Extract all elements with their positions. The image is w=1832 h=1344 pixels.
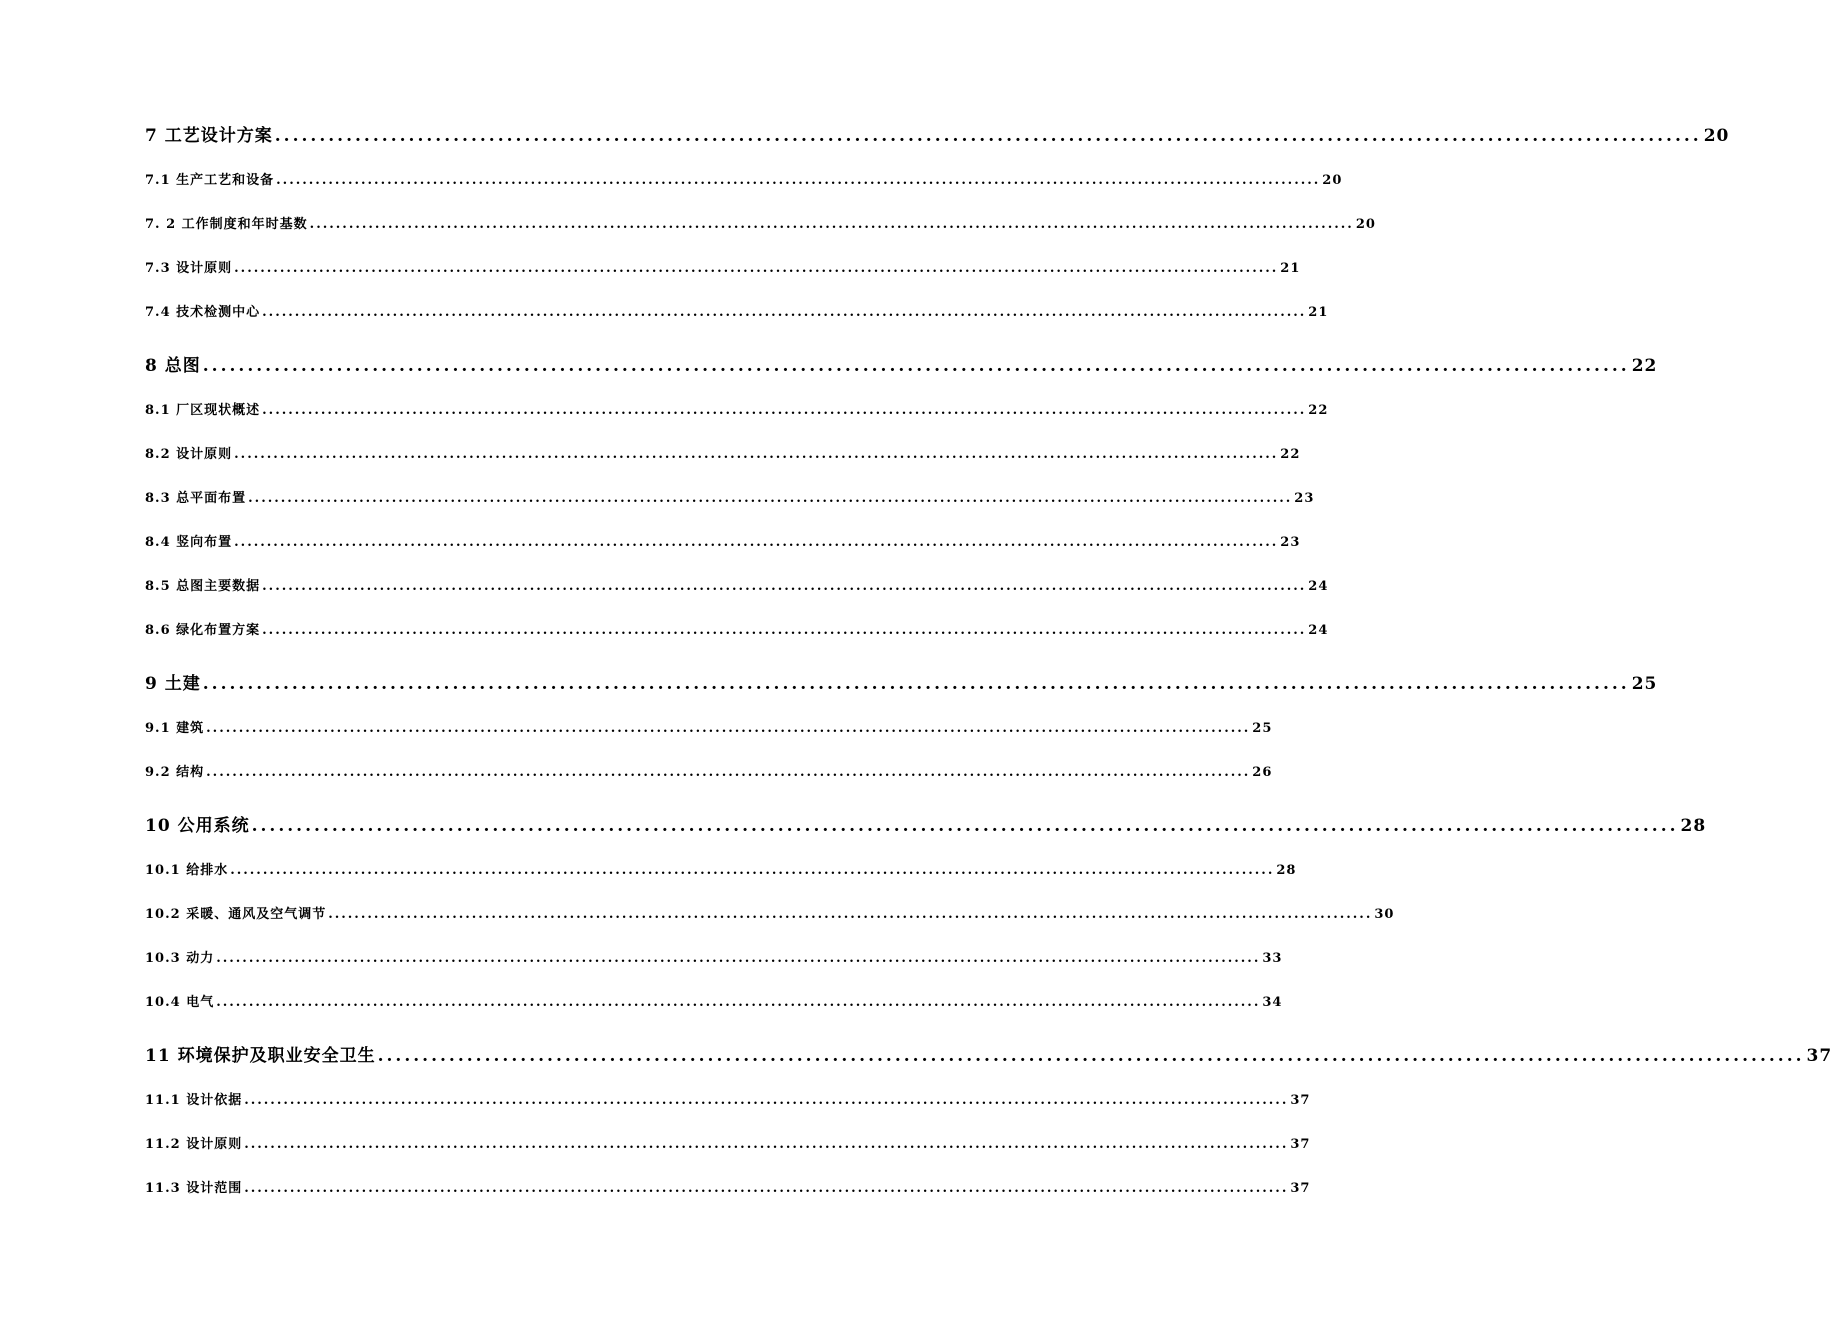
toc-dot-leader: ................................................................................................................................................................ [262, 579, 1307, 594]
toc-dot-leader: ................................................................................................................................................................ [234, 261, 1279, 276]
toc-dot-leader: ................................................................................................................................................................ [274, 126, 1702, 146]
toc-entry-10-1[interactable] [145, 861, 1297, 881]
toc-dot-leader: ................................................................................................................................................................ [251, 816, 1679, 836]
toc-entry-page: 23 [1280, 535, 1301, 550]
toc-dot-leader: ................................................................................................................................................................ [276, 173, 1321, 188]
toc-entry-page: 22 [1631, 356, 1658, 376]
toc-entry-page: 28 [1276, 863, 1297, 878]
toc-entry-8-4[interactable] [145, 533, 1301, 553]
toc-entry-label: 9 土建 [145, 674, 201, 694]
toc-dot-leader: ................................................................................................................................................................ [202, 674, 1630, 694]
toc-entry-10-2[interactable] [145, 905, 1395, 925]
toc-entry-page: 28 [1680, 816, 1707, 836]
toc-entry-label: 11.2 设计原则 [145, 1137, 243, 1152]
toc-dot-leader: ................................................................................................................................................................ [234, 447, 1279, 462]
toc-entry-page: 22 [1308, 403, 1329, 418]
toc-entry-page: 23 [1294, 491, 1315, 506]
toc-entry-11-3[interactable] [145, 1179, 1311, 1199]
toc-dot-leader: ................................................................................................................................................................ [206, 765, 1251, 780]
toc-dot-leader: ................................................................................................................................................................ [216, 995, 1261, 1010]
toc-dot-leader: ................................................................................................................................................................ [262, 305, 1307, 320]
toc-entry-7-2[interactable] [145, 215, 1376, 235]
toc-entry-label: 10.1 给排水 [145, 863, 229, 878]
toc-entry-label: 10.3 动力 [145, 951, 215, 966]
toc-entry-9-1[interactable] [145, 719, 1273, 739]
toc-entry-page: 25 [1252, 721, 1273, 736]
toc-entry-11-1[interactable] [145, 1091, 1311, 1111]
toc-entry-label: 7.3 设计原则 [145, 261, 233, 276]
toc-entry-page: 20 [1703, 126, 1730, 146]
toc-entry-label: 9.2 结构 [145, 765, 205, 780]
toc-entry-page: 37 [1806, 1046, 1832, 1066]
toc-entry-label: 8.2 设计原则 [145, 447, 233, 462]
toc-dot-leader: ................................................................................................................................................................ [244, 1181, 1289, 1196]
toc-entry-8-5[interactable] [145, 577, 1329, 597]
toc-entry-8-3[interactable] [145, 489, 1315, 509]
toc-entry-label: 8.3 总平面布置 [145, 491, 247, 506]
toc-entry-page: 26 [1252, 765, 1273, 780]
toc-entry-page: 37 [1290, 1137, 1311, 1152]
toc-entry-label: 10.4 电气 [145, 995, 215, 1010]
toc-entry-label: 8.6 绿化布置方案 [145, 623, 261, 638]
toc-entry-page: 24 [1308, 623, 1329, 638]
toc-entry-page: 21 [1308, 305, 1329, 320]
toc-entry-page: 37 [1290, 1093, 1311, 1108]
toc-entry-label: 8.5 总图主要数据 [145, 579, 261, 594]
toc-dot-leader: ................................................................................................................................................................ [244, 1137, 1289, 1152]
toc-dot-leader: ................................................................................................................................................................ [262, 623, 1307, 638]
toc-dot-leader: ................................................................................................................................................................ [377, 1046, 1805, 1066]
toc-entry-label: 11.1 设计依据 [145, 1093, 243, 1108]
toc-entry-label: 7. 2 工作制度和年时基数 [145, 217, 308, 232]
toc-entry-page: 20 [1355, 217, 1376, 232]
toc-entry-page: 34 [1262, 995, 1283, 1010]
toc-dot-leader: ................................................................................................................................................................ [328, 907, 1373, 922]
toc-entry-label: 9.1 建筑 [145, 721, 205, 736]
toc-dot-leader: ................................................................................................................................................................ [262, 403, 1307, 418]
toc-dot-leader: ................................................................................................................................................................ [234, 535, 1279, 550]
toc-entry-label: 7 工艺设计方案 [145, 126, 273, 146]
toc-entry-11-2[interactable] [145, 1135, 1311, 1155]
toc-entry-8-6[interactable] [145, 621, 1329, 641]
toc-dot-leader: ................................................................................................................................................................ [248, 491, 1293, 506]
toc-entry-10-4[interactable] [145, 993, 1283, 1013]
toc-entry-page: 21 [1280, 261, 1301, 276]
toc-entry-9-2[interactable] [145, 763, 1273, 783]
toc-entry-8[interactable] [145, 354, 1658, 378]
toc-entry-label: 10 公用系统 [145, 816, 250, 836]
toc-entry-9[interactable] [145, 672, 1658, 696]
toc-entry-page: 33 [1262, 951, 1283, 966]
toc-entry-page: 25 [1631, 674, 1658, 694]
toc-entry-label: 7.1 生产工艺和设备 [145, 173, 275, 188]
toc-entry-label: 8.1 厂区现状概述 [145, 403, 261, 418]
toc-entry-page: 30 [1374, 907, 1395, 922]
toc-entry-7[interactable] [145, 124, 1730, 148]
toc-dot-leader: ................................................................................................................................................................ [202, 356, 1630, 376]
toc-entry-11[interactable] [145, 1044, 1832, 1068]
toc-entry-8-2[interactable] [145, 445, 1301, 465]
toc-entry-page: 37 [1290, 1181, 1311, 1196]
toc-entry-label: 10.2 采暖、通风及空气调节 [145, 907, 327, 922]
toc-entry-10[interactable] [145, 814, 1707, 838]
toc-entry-label: 8 总图 [145, 356, 201, 376]
toc-dot-leader: ................................................................................................................................................................ [216, 951, 1261, 966]
toc-dot-leader: ................................................................................................................................................................ [230, 863, 1275, 878]
toc-dot-leader: ................................................................................................................................................................ [244, 1093, 1289, 1108]
toc-dot-leader: ................................................................................................................................................................ [309, 217, 1354, 232]
toc-entry-label: 7.4 技术检测中心 [145, 305, 261, 320]
toc-entry-page: 24 [1308, 579, 1329, 594]
toc-entry-page: 22 [1280, 447, 1301, 462]
toc-entry-10-3[interactable] [145, 949, 1283, 969]
toc-dot-leader: ................................................................................................................................................................ [206, 721, 1251, 736]
toc-entry-page: 20 [1322, 173, 1343, 188]
toc-entry-7-4[interactable] [145, 303, 1329, 323]
toc-entry-label: 11 环境保护及职业安全卫生 [145, 1046, 376, 1066]
toc-entry-label: 8.4 竖向布置 [145, 535, 233, 550]
toc-entry-7-3[interactable] [145, 259, 1301, 279]
toc-entry-7-1[interactable] [145, 171, 1343, 191]
toc-entry-8-1[interactable] [145, 401, 1329, 421]
toc-entry-label: 11.3 设计范围 [145, 1181, 243, 1196]
